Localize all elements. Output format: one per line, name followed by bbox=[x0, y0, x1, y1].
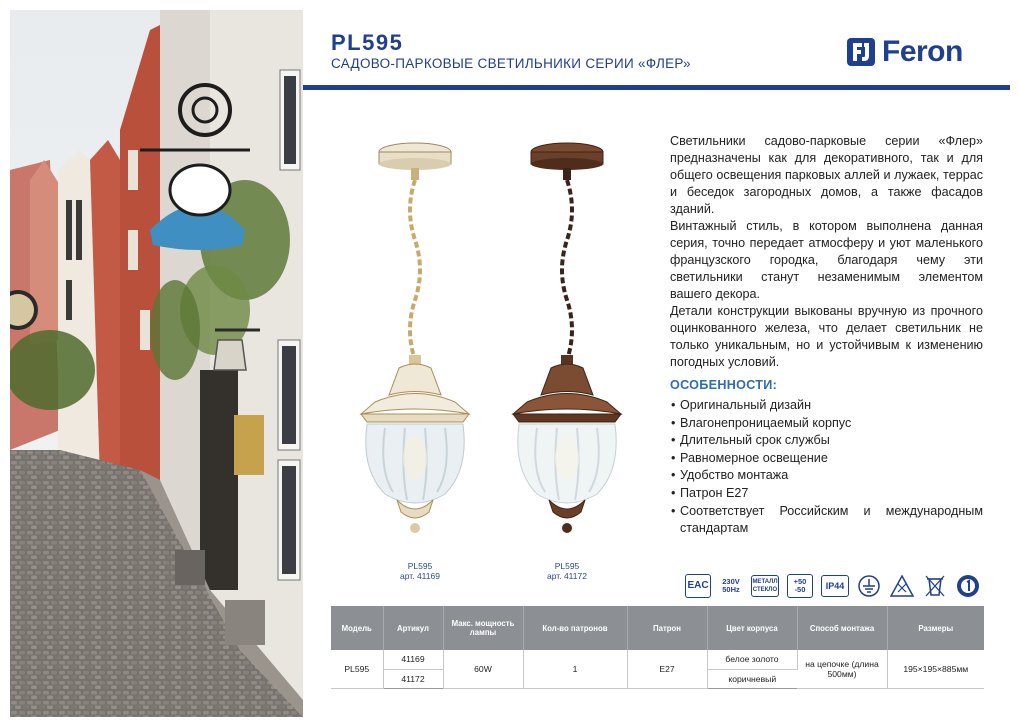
feature-item: • Удобство монтажа bbox=[670, 467, 983, 485]
caption-model: PL595 bbox=[554, 561, 580, 571]
features-title: ОСОБЕННОСТИ: bbox=[670, 378, 778, 392]
cell-dimensions: 195×195×885мм bbox=[887, 650, 984, 688]
column-header: Модель bbox=[331, 606, 383, 650]
lantern-white-gold-image bbox=[345, 140, 485, 560]
column-header: Размеры bbox=[887, 606, 984, 650]
description-paragraph: Светильники садово-парковые серии «Флер» предназначены как для декоративного, так и для общего освещения парковых аллей и лужаек, террас и беседок загородных домов, а также фасадов зданий. bbox=[670, 134, 983, 216]
street-scene-image bbox=[10, 10, 303, 717]
table-header-row bbox=[331, 606, 984, 650]
column-header: Артикул bbox=[383, 606, 443, 650]
description bbox=[670, 133, 983, 371]
description-paragraph: Детали конструкции выкованы вручную из прочного оцинкованного железа, что делает светильник не только уникальным, но и устойчивым к изменению погодных условий. bbox=[670, 304, 983, 369]
feature-item: • Влагонепроницаемый корпус bbox=[670, 415, 983, 433]
feature-item: • Патрон E27 bbox=[670, 485, 983, 503]
column-header: Патрон bbox=[627, 606, 707, 650]
cell-model: PL595 bbox=[331, 650, 383, 688]
column-header: Кол-во патронов bbox=[523, 606, 627, 650]
material-icon: МЕТАЛЛ СТЕКЛО bbox=[751, 575, 779, 597]
voltage-icon: 230V 50Hz bbox=[722, 577, 740, 594]
class1-icon bbox=[955, 573, 981, 599]
spec-table bbox=[331, 606, 984, 689]
column-header: Способ монтажа bbox=[797, 606, 887, 650]
caption-brown bbox=[502, 561, 632, 581]
cell-article: 41169 bbox=[383, 650, 443, 669]
ground-icon bbox=[857, 574, 881, 598]
header-divider bbox=[303, 85, 1010, 90]
feature-item: • Длительный срок службы bbox=[670, 432, 983, 450]
product-image-white-gold bbox=[345, 140, 485, 560]
feature-item: • Соответствует Российским и международным стандартам bbox=[670, 503, 983, 538]
caption-model: PL595 bbox=[407, 561, 433, 571]
cell-color: коричневый bbox=[707, 669, 797, 688]
no-trash-icon bbox=[923, 573, 947, 599]
product-image-brown bbox=[497, 140, 637, 560]
description-paragraph: Винтажный стиль, в котором выполнена данная серия, точно передает атмосферу и уют маленького французского городка, благодаря чему эти светильники станут незаменимым элементом вашего декора. bbox=[670, 219, 983, 301]
brand-logo bbox=[846, 34, 963, 70]
caption-article: арт. 41172 bbox=[547, 571, 587, 581]
column-header: Макс. мощность лампы bbox=[443, 606, 523, 650]
features-list bbox=[670, 397, 983, 538]
ip44-icon: IP44 bbox=[821, 575, 849, 597]
column-header: Цвет корпуса bbox=[707, 606, 797, 650]
lantern-brown-image bbox=[497, 140, 637, 560]
feature-item: • Равномерное освещение bbox=[670, 450, 983, 468]
model-title: PL595 bbox=[331, 30, 404, 55]
cell-article: 41172 bbox=[383, 669, 443, 688]
cell-color: белое золото bbox=[707, 650, 797, 669]
cell-mounting: на цепочке (длина 500мм) bbox=[797, 650, 887, 688]
temperature-icon: +50 -50 bbox=[787, 574, 813, 598]
eac-icon: EAC bbox=[685, 574, 711, 598]
caption-white-gold bbox=[355, 561, 485, 581]
feature-item: • Оригинальный дизайн bbox=[670, 397, 983, 415]
certification-icons bbox=[685, 572, 989, 600]
caption-article: арт. 41169 bbox=[400, 571, 440, 581]
series-title: САДОВО-ПАРКОВЫЕ СВЕТИЛЬНИКИ СЕРИИ «ФЛЕР» bbox=[331, 56, 691, 71]
brand-name: Feron bbox=[882, 35, 963, 68]
cell-socket-type: E27 bbox=[627, 650, 707, 688]
table-row bbox=[331, 650, 984, 669]
street-photo bbox=[10, 10, 303, 717]
cell-sockets: 1 bbox=[523, 650, 627, 688]
cell-power: 60W bbox=[443, 650, 523, 688]
feron-logo-icon bbox=[846, 37, 876, 67]
warning-icon bbox=[889, 574, 915, 598]
